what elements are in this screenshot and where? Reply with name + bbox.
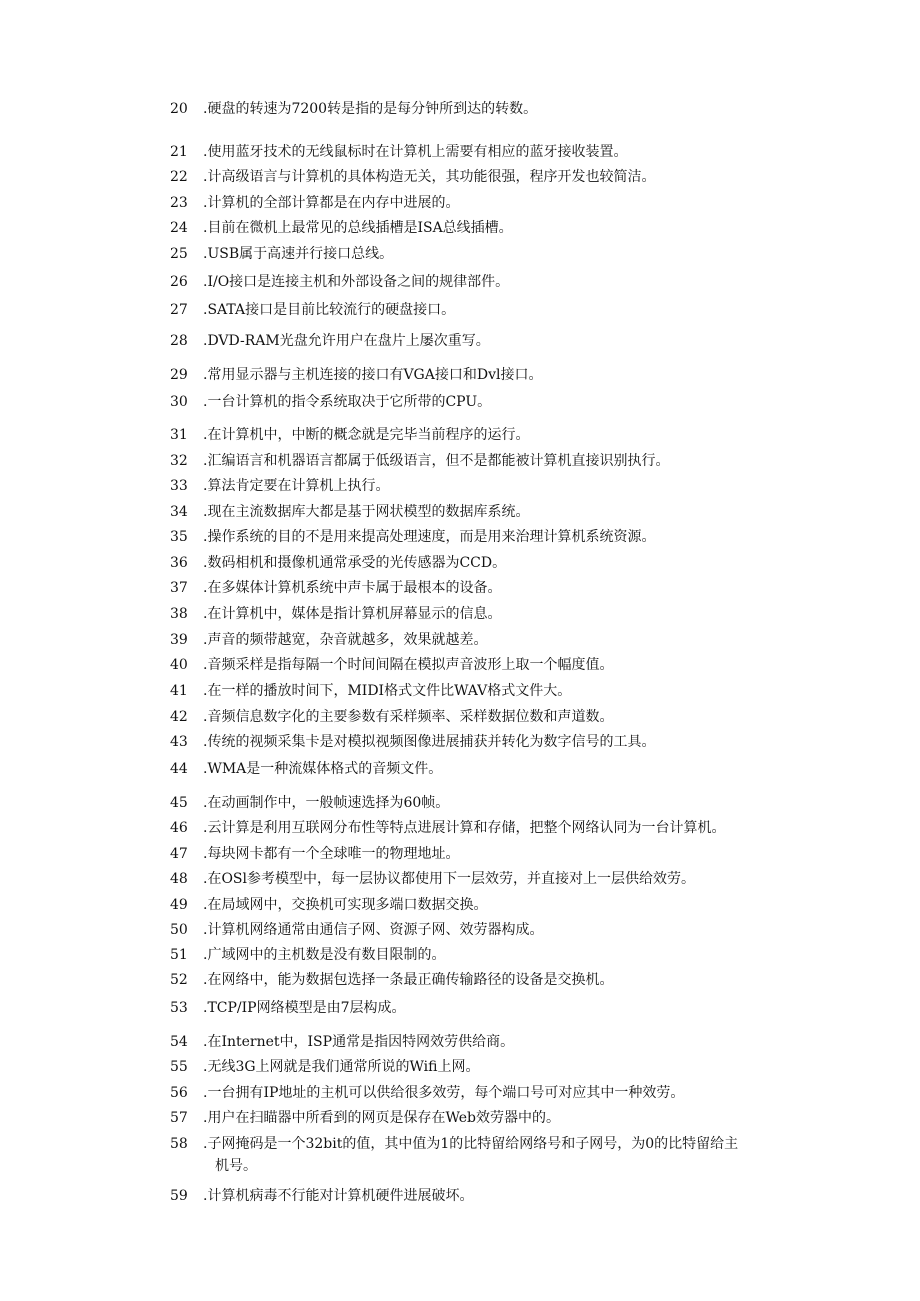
- item-text: .硬盘的转速为7200转是指的是每分钟所到达的转数。: [203, 101, 538, 117]
- list-item: [170, 997, 820, 1019]
- item-number: 22: [170, 169, 188, 185]
- list-item: [170, 1082, 820, 1104]
- list-item: [170, 843, 820, 865]
- item-text: .TCP/IP网络模型是由7层构成。: [203, 1000, 406, 1016]
- item-text: .在计算机中，媒体是指计算机屏幕显示的信息。: [203, 606, 502, 622]
- list-item: [170, 731, 820, 753]
- item-number: 26: [170, 274, 188, 290]
- list-item: [170, 1031, 820, 1053]
- item-text: .云计算是利用互联网分布性等特点进展计算和存储，把整个网络认同为一台计算机。: [203, 820, 726, 836]
- item-number: 27: [170, 302, 188, 318]
- item-number: 29: [170, 367, 188, 383]
- item-text: .传统的视频采集卡是对模拟视频图像进展捕获并转化为数字信号的工具。: [203, 734, 656, 750]
- item-text: .计算机网络通常由通信子网、资源子网、效劳器构成。: [203, 922, 544, 938]
- list-item: [170, 475, 820, 497]
- item-number: 21: [170, 144, 188, 160]
- item-text: .声音的频带越宽，杂音就越多，效果就越差。: [203, 632, 488, 648]
- item-text: .在动画制作中，一般帧速选择为60帧。: [203, 795, 450, 811]
- list-item: [170, 243, 820, 265]
- item-number: 54: [170, 1034, 188, 1050]
- item-number: 23: [170, 195, 188, 211]
- item-text: .计高级语言与计算机的具体构造无关，其功能很强，程序开发也较简洁。: [203, 169, 656, 185]
- item-number: 33: [170, 478, 188, 494]
- list-item: [170, 1185, 820, 1207]
- list-item: [170, 919, 820, 941]
- list-item: [170, 680, 820, 702]
- item-text: .操作系统的目的不是用来提高处理速度，而是用来治理计算机系统资源。: [203, 529, 656, 545]
- item-number: 35: [170, 529, 188, 545]
- list-item: [170, 629, 820, 651]
- item-text: .在Internet中，ISP通常是指因特网效劳供给商。: [203, 1034, 515, 1050]
- item-number: 42: [170, 709, 188, 725]
- list-item: [170, 706, 820, 728]
- item-text: .常用显示器与主机连接的接口有VGA接口和Dvl接口。: [203, 367, 543, 383]
- item-number: 52: [170, 972, 188, 988]
- item-number: 20: [170, 101, 188, 117]
- list-item: [170, 424, 820, 446]
- item-number: 56: [170, 1085, 188, 1101]
- item-number: 34: [170, 504, 188, 520]
- item-text: .一台计算机的指令系统取决于它所带的CPU。: [203, 394, 492, 410]
- item-text: .USB属于高速并行接口总线。: [203, 246, 394, 262]
- list-item: [170, 192, 820, 214]
- list-item: [170, 758, 820, 780]
- item-text: .I/O接口是连接主机和外部设备之间的规律部件。: [203, 274, 510, 290]
- list-item: [170, 299, 820, 321]
- list-item: [170, 1107, 820, 1129]
- item-text: .在OSl参考模型中，每一层协议都使用下一层效劳，并直接对上一层供给效劳。: [203, 871, 695, 887]
- list-item: [170, 364, 820, 386]
- item-number: 37: [170, 580, 188, 596]
- item-text: .在网络中，能为数据包选择一条最正确传输路径的设备是交换机。: [203, 972, 614, 988]
- list-item: [170, 654, 820, 676]
- item-text: .现在主流数据库大都是基于网状模型的数据库系统。: [203, 504, 530, 520]
- item-number: 47: [170, 846, 188, 862]
- list-item: [170, 271, 820, 293]
- item-text: .计算机病毒不行能对计算机硬件进展破坏。: [203, 1188, 474, 1204]
- item-number: 31: [170, 427, 188, 443]
- item-number: 55: [170, 1059, 188, 1075]
- item-text: .在多媒体计算机系统中声卡属于最根本的设备。: [203, 580, 502, 596]
- item-text: .使用蓝牙技术的无线鼠标时在计算机上需要有相应的蓝牙接收装置。: [203, 144, 628, 160]
- item-number: 46: [170, 820, 188, 836]
- item-number: 39: [170, 632, 188, 648]
- list-item: [170, 391, 820, 413]
- item-number: 45: [170, 795, 188, 811]
- item-number: 32: [170, 453, 188, 469]
- item-text: .音频采样是指每隔一个时间间隔在模拟声音波形上取一个幅度值。: [203, 657, 614, 673]
- item-text: .无线3G上网就是我们通常所说的Wifi上网。: [203, 1059, 480, 1075]
- list-item: [170, 1133, 820, 1177]
- item-text: .WMA是一种流媒体格式的音频文件。: [203, 761, 443, 777]
- list-item: [170, 552, 820, 574]
- list-item: [170, 526, 820, 548]
- item-text: .在计算机中，中断的概念就是完毕当前程序的运行。: [203, 427, 530, 443]
- item-text-continuation: 机号。: [215, 1158, 257, 1174]
- list-item: [170, 98, 820, 120]
- list-item: [170, 141, 820, 163]
- item-text: .用户在扫瞄器中所看到的网页是保存在Web效劳器中的。: [203, 1110, 560, 1126]
- item-text: .子网掩码是一个32bit的值，其中值为1的比特留给网络号和子网号，为0的比特留给主: [203, 1136, 739, 1152]
- item-text: .目前在微机上最常见的总线插槽是ISA总线插槽。: [203, 220, 513, 236]
- item-number: 59: [170, 1188, 188, 1204]
- list-item: [170, 450, 820, 472]
- list-item: [170, 817, 820, 839]
- item-text: .DVD-RAM光盘允许用户在盘片上屡次重写。: [203, 333, 490, 349]
- item-text: .每块网卡都有一个全球唯一的物理地址。: [203, 846, 460, 862]
- list-item: [170, 330, 820, 352]
- item-text: .一台拥有IP地址的主机可以供给很多效劳，每个端口号可对应其中一种效劳。: [203, 1085, 685, 1101]
- item-text: .音频信息数字化的主要参数有采样频率、采样数据位数和声道数。: [203, 709, 614, 725]
- item-text: .汇编语言和机器语言都属于低级语言，但不是都能被计算机直接识别执行。: [203, 453, 670, 469]
- list-item: [170, 969, 820, 991]
- item-number: 51: [170, 947, 188, 963]
- item-text: .计算机的全部计算都是在内存中进展的。: [203, 195, 460, 211]
- item-number: 53: [170, 1000, 188, 1016]
- item-number: 43: [170, 734, 188, 750]
- item-number: 44: [170, 761, 188, 777]
- list-item: [170, 217, 820, 239]
- item-text: .在一样的播放时间下，MIDI格式文件比WAV格式文件大。: [203, 683, 572, 699]
- item-text: .数码相机和摄像机通常承受的光传感器为CCD。: [203, 555, 507, 571]
- list-item: [170, 944, 820, 966]
- item-number: 30: [170, 394, 188, 410]
- item-number: 58: [170, 1136, 188, 1152]
- item-text: .SATA接口是目前比较流行的硬盘接口。: [203, 302, 456, 318]
- item-number: 57: [170, 1110, 188, 1126]
- list-item: [170, 166, 820, 188]
- list-item: [170, 603, 820, 625]
- item-number: 41: [170, 683, 188, 699]
- list-item: [170, 792, 820, 814]
- list-item: [170, 894, 820, 916]
- item-text: .在局域网中，交换机可实现多端口数据交换。: [203, 897, 488, 913]
- item-number: 28: [170, 333, 188, 349]
- item-text: .广域网中的主机数是没有数目限制的。: [203, 947, 446, 963]
- item-number: 50: [170, 922, 188, 938]
- item-number: 48: [170, 871, 188, 887]
- list-item: [170, 501, 820, 523]
- item-number: 38: [170, 606, 188, 622]
- list-item: [170, 868, 820, 890]
- item-number: 24: [170, 220, 188, 236]
- item-number: 49: [170, 897, 188, 913]
- item-text: .算法肯定要在计算机上执行。: [203, 478, 390, 494]
- list-item: [170, 577, 820, 599]
- item-number: 25: [170, 246, 188, 262]
- item-number: 40: [170, 657, 188, 673]
- list-item: [170, 1056, 820, 1078]
- item-number: 36: [170, 555, 188, 571]
